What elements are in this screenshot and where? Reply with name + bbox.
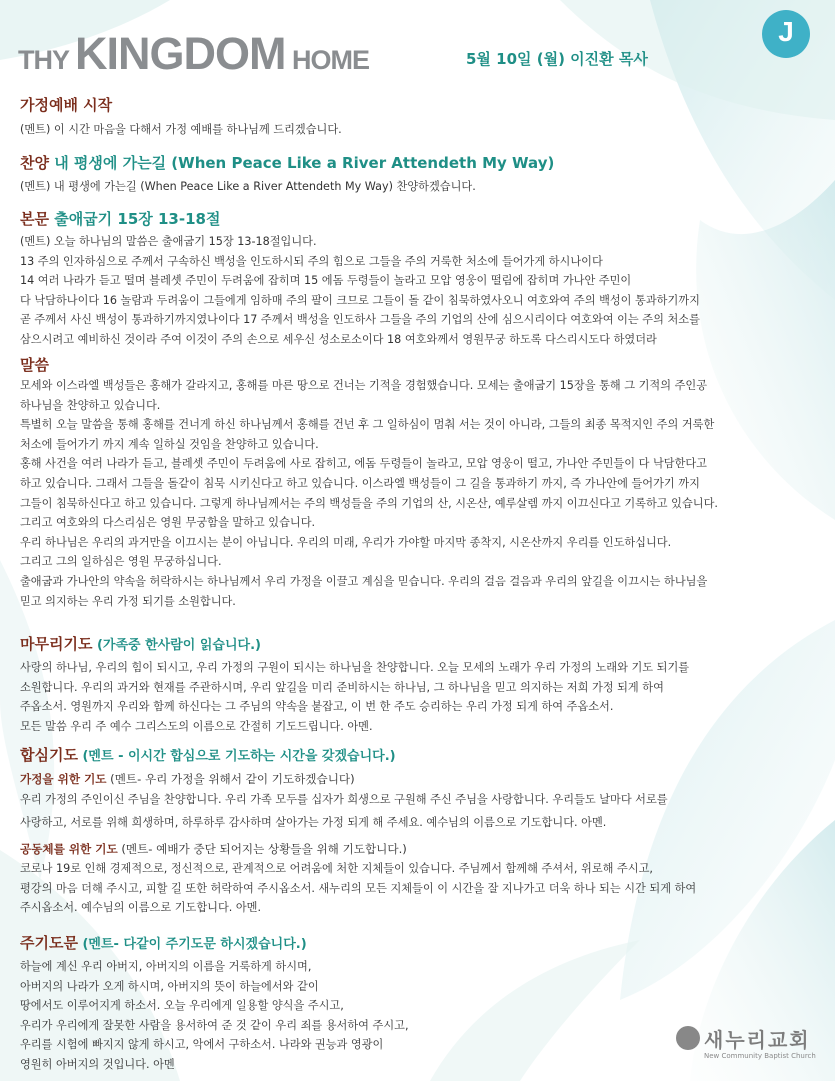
hymn-body — [20, 177, 810, 197]
heading-lords-prayer-note: (멘트- 다같이 주기도문 하시겠습니다.) — [77, 937, 307, 952]
text-line: 영원히 아버지의 것입니다. 아멘 — [20, 1057, 175, 1071]
heading-unison — [20, 744, 810, 768]
text-line: 그리고 여호와의 다스리심은 영원 무궁함을 말하고 있습니다. — [20, 516, 316, 530]
text-line: 14 여러 나라가 듣고 떨며 블레셋 주민이 두려움에 잡히며 15 에돔 두령들이 놀라고 모압 영웅이 떨림에 잡히며 가나안 주민이 — [20, 274, 632, 288]
text-line: 하나님을 찬양하고 있습니다. — [20, 398, 161, 412]
text-line: 우리가 우리에게 잘못한 사람을 용서하여 준 것 같이 우리 죄를 용서하여 주시고, — [20, 1018, 409, 1032]
heading-sermon: 말씀 — [20, 356, 49, 374]
text-line: 다 낙담하나이다 16 놀람과 두려움이 그들에게 임하매 주의 팔이 크므로 그들이 돌 같이 침묵하였사오니 여호와여 주의 백성이 통과하기까지 — [20, 293, 700, 307]
text-line: 우리 하나님은 우리의 과거만을 이끄시는 분이 아닙니다. 우리의 미래, 우리가 가야할 마지막 종착지, 시온산까지 우리를 인도하십니다. — [20, 535, 672, 549]
subheading-community-note: (멘트- 예배가 중단 되어지는 상황들을 위해 기도합니다.) — [117, 842, 407, 857]
text-line: 평강의 마음 더해 주시고, 피할 길 또한 허락하여 주시옵소서. 새누리의 모든 지체들이 이 시간을 잘 지나가고 더욱 하나 되는 시간 되게 하여 — [20, 881, 697, 895]
text-line: 소원합니다. 우리의 과거와 현재를 주관하시며, 우리 앞길을 미리 준비하시는 하나님, 그 하나님을 믿고 의지하는 저희 가정 되게 하여 — [20, 680, 664, 694]
church-name: 새누리교회 — [704, 1028, 811, 1052]
section-sermon — [20, 354, 810, 611]
heading-lords-prayer — [20, 932, 810, 956]
text-line: 처소에 들어가기 까지 계속 일하실 것임을 찬양하고 있습니다. — [20, 437, 319, 451]
text-line: 우리를 시험에 빠지지 않게 하시고, 악에서 구하소서. 나라와 권능과 영광이 — [20, 1038, 384, 1052]
heading-unison-label: 합심기도 — [20, 746, 78, 764]
text-line: 믿고 의지하는 우리 가정 되기를 소원합니다. — [20, 594, 236, 608]
text-line: 홍해 사건을 여러 나라가 듣고, 블레셋 주민이 두려움에 사로 잡히고, 에돔 두령들이 놀라고, 모압 영웅이 떨고, 가나안 주민들이 다 낙담한다고 — [20, 457, 707, 471]
page-header — [18, 16, 818, 80]
text-line: 모세와 이스라엘 백성들은 홍해가 갈라지고, 홍해를 마른 땅으로 건너는 기적을 경험했습니다. 모세는 출애굽기 15장을 통해 그 기적의 주인공 — [20, 379, 708, 392]
heading-scripture — [20, 208, 810, 230]
text-line: 사랑하고, 서로를 위해 희생하며, 하루하루 감사하며 살아가는 가정 되게 해 주세요. 예수님의 이름으로 기도합니다. 아멘. — [20, 815, 607, 829]
subheading-family-label: 가정을 위한 기도 — [20, 772, 107, 786]
heading-scripture-ref: 출애굽기 15장 13-18절 — [48, 210, 221, 228]
date-pastor-line: 5월 10일 (월) 이진환 목사 — [466, 50, 648, 68]
brand-prefix: THY — [18, 45, 76, 75]
subheading-family-note: (멘트- 우리 가정을 위해서 같이 기도하겠습니다) — [106, 772, 355, 786]
heading-opening: 가정예배 시작 — [20, 96, 113, 114]
text-line: 곧 주께서 사신 백성이 통과하기까지였나이다 17 주께서 백성을 인도하사 그들을 주의 기업의 산에 심으시리이다 여호와여 이는 주의 처소를 — [20, 313, 700, 327]
heading-hymn — [20, 152, 810, 174]
text-line: 삼으시려고 예비하신 것이라 주여 이것이 주의 손으로 세우신 성소로소이다 18 여호와께서 영원무궁 하도록 다스리시도다 하였더라 — [20, 332, 657, 346]
section-unison-prayer — [20, 744, 810, 918]
heading-unison-note: (멘트 - 이시간 합심으로 기도하는 시간을 갖겠습니다.) — [77, 749, 396, 764]
text-line: 그들이 침묵하신다고 하고 있습니다. 그렇게 하나님께서는 주의 백성들을 주의 기업의 산, 시온산, 예루살렘 까지 이끄신다고 기록하고 있습니다. — [20, 496, 718, 510]
text-line: 특별히 오늘 말씀을 통해 홍해를 건너게 하신 하나님께서 홍해를 건넌 후 그 일하심이 멈춰 서는 것이 아니라, 그들의 최종 목적지인 주의 거룩한 — [20, 418, 715, 432]
section-hymn — [20, 152, 810, 197]
text-line: 주옵소서. 영원까지 우리와 함께 하신다는 그 주님의 약속을 붙잡고, 이 번 한 주도 승리하는 우리 가정 되게 하여 주옵소서. — [20, 700, 614, 714]
section-scripture — [20, 208, 810, 350]
text-line: 코로나 19로 인해 경제적으로, 정신적으로, 관계적으로 어려움에 처한 지체들이 있습니다. 주님께서 함께해 주셔서, 위로해 주시고, — [20, 862, 653, 876]
text-line: 모든 말씀 우리 주 예수 그리스도의 이름으로 간절히 기도드립니다. 아멘. — [20, 719, 373, 733]
text-line: 아버지의 나라가 오게 하시며, 아버지의 뜻이 하늘에서와 같이 — [20, 979, 319, 993]
church-logo — [676, 1020, 826, 1070]
heading-hymn-title: 내 평생에 가는길 (When Peace Like a River Attendeth My Way) — [48, 154, 555, 172]
text-line: 하고 있습니다. 그래서 그들을 돌같이 침묵 시키신다고 하고 있습니다. 이스라엘 백성들이 그 길을 통과하기 까지, 즉 가나안에 들어가기 까지 — [20, 476, 700, 490]
closing-body — [20, 658, 810, 736]
subheading-community-prayer — [20, 841, 810, 857]
community-prayer-body — [20, 859, 810, 918]
text-line: 우리 가정의 주인이신 주님을 찬양합니다. 우리 가족 모두를 십자가 희생으로 구원해 주신 주님을 사랑합니다. 우리들도 날마다 서로를 — [20, 793, 668, 806]
text-line: 출애굽과 가나안의 약속을 허락하시는 하나님께서 우리 가정을 이끌고 계심을 믿습니다. 우리의 걸음 걸음과 우리의 앞길을 이끄시는 하나님을 — [20, 574, 708, 588]
church-symbol-icon — [676, 1026, 700, 1050]
heading-scripture-label: 본문 — [20, 210, 49, 228]
text-line: (멘트) 이 시간 마음을 다해서 가정 예배를 하나님께 드리겠습니다. — [20, 123, 342, 136]
scripture-body — [20, 232, 810, 350]
section-closing-prayer — [20, 633, 810, 736]
heading-hymn-label: 찬양 — [20, 154, 49, 172]
heading-closing-label: 마무리기도 — [20, 635, 93, 653]
text-line: 그리고 그의 일하심은 영원 무궁하십니다. — [20, 555, 222, 569]
text-line: 주시옵소서. 예수님의 이름으로 기도합니다. 아멘. — [20, 901, 262, 915]
brand-suffix: HOME — [285, 45, 370, 75]
text-line: (멘트) 오늘 하나님의 말씀은 출애굽기 15장 13-18절입니다. — [20, 235, 317, 248]
text-line: 하늘에 계신 우리 아버지, 아버지의 이름을 거룩하게 하시며, — [20, 960, 312, 973]
opening-body — [20, 120, 810, 140]
brand-main: KINGDOM — [75, 28, 286, 79]
text-line: 13 주의 인자하심으로 주께서 구속하신 백성을 인도하시되 주의 힘으로 그들을 주의 거룩한 처소에 들어가게 하시나이다 — [20, 254, 603, 268]
church-english-name: New Community Baptist Church — [704, 1052, 816, 1060]
heading-lords-prayer-label: 주기도문 — [20, 934, 78, 952]
family-prayer-body — [20, 790, 810, 832]
subheading-community-label: 공동체를 위한 기도 — [20, 842, 118, 857]
logo-letter: J — [778, 16, 794, 47]
text-line: 사랑의 하나님, 우리의 힘이 되시고, 우리 가정의 구원이 되시는 하나님을 찬양합니다. 오늘 모세의 노래가 우리 가정의 노래와 기도 되기를 — [20, 661, 690, 674]
brand-title — [18, 28, 369, 80]
sermon-body — [20, 376, 810, 611]
subheading-family-prayer — [20, 771, 810, 787]
section-opening — [20, 94, 810, 140]
j-logo-icon — [762, 10, 810, 58]
text-line: 땅에서도 이루어지게 하소서. 오늘 우리에게 일용할 양식을 주시고, — [20, 999, 344, 1013]
heading-closing — [20, 633, 810, 657]
text-line: (멘트) 내 평생에 가는길 (When Peace Like a River Attendeth My Way) 찬양하겠습니다. — [20, 180, 476, 193]
heading-closing-note: (가족중 한사람이 읽습니다.) — [92, 638, 261, 653]
